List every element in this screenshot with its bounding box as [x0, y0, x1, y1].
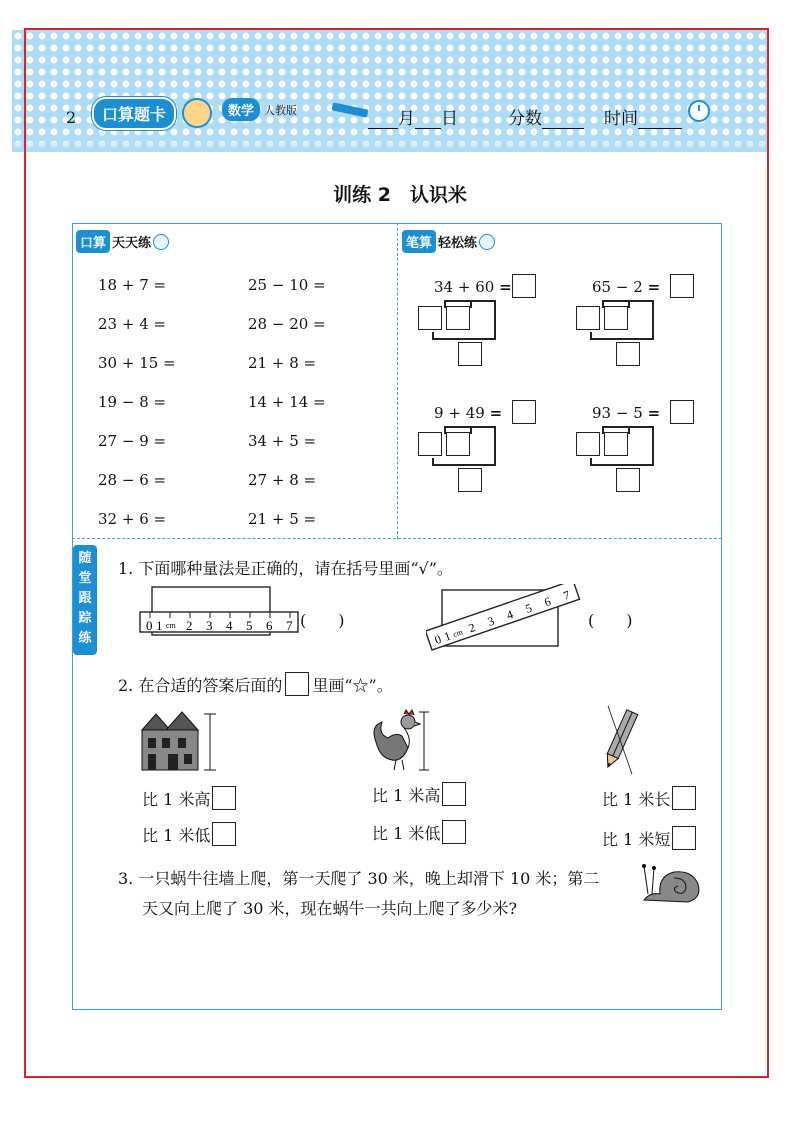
oral-section-tag — [76, 230, 169, 253]
column-divider — [397, 223, 398, 539]
connector-line — [652, 426, 654, 466]
ruler-measure-a — [138, 586, 300, 638]
brand-logo — [92, 98, 212, 128]
oral-equation: 23 + 4 = — [98, 315, 167, 333]
choice-option — [372, 782, 466, 806]
choice-label: 比 1 米长 — [602, 789, 671, 809]
choice-box[interactable] — [672, 786, 696, 810]
snail-icon — [640, 860, 706, 908]
ruler-label: 5 — [523, 600, 534, 616]
oral-equation: 32 + 6 = — [98, 510, 167, 528]
score-field — [508, 104, 584, 129]
ruler-label: 3 — [206, 618, 213, 633]
oral-equation: 28 − 6 = — [98, 471, 167, 489]
connector-line — [652, 300, 654, 340]
connector-line — [444, 300, 494, 302]
ruler-label: cm — [451, 627, 464, 640]
score-blank[interactable] — [542, 110, 584, 129]
smile-icon — [479, 234, 495, 250]
kid-mascot-icon — [182, 98, 212, 128]
split-box[interactable] — [576, 306, 600, 330]
question-1: 1. 下面哪种量法是正确的，请在括号里画“√”。 — [118, 559, 453, 578]
oral-equation: 34 + 5 = — [248, 432, 317, 450]
pencil-picture-icon — [598, 704, 644, 776]
written-expression: 9 + 49 = — [434, 404, 503, 422]
choice-label: 比 1 米低 — [142, 825, 211, 845]
oral-equation: 18 + 7 = — [98, 276, 167, 294]
ruler-label: 0 — [146, 618, 153, 633]
ruler-label: 1 — [156, 618, 163, 633]
clock-icon — [688, 100, 710, 122]
ruler-label: cm — [166, 621, 176, 630]
ruler-label: 4 — [226, 618, 233, 633]
connector-line — [432, 464, 494, 466]
oral-equation: 27 − 9 = — [98, 432, 167, 450]
edition-label: 人教版 — [264, 103, 298, 117]
ruler-label: 0 — [432, 631, 444, 648]
split-box[interactable] — [446, 432, 470, 456]
smile-icon — [153, 234, 169, 250]
result-box[interactable] — [458, 342, 482, 366]
choice-label: 比 1 米高 — [142, 789, 211, 809]
choice-box[interactable] — [672, 826, 696, 850]
choice-option — [142, 786, 236, 810]
score-label: 分数 — [508, 109, 542, 129]
brand-text: 口算题卡 — [92, 97, 176, 130]
result-box[interactable] — [616, 342, 640, 366]
page-title: 训练 2 认识米 — [333, 184, 467, 206]
time-field — [604, 104, 682, 129]
practice-section-tag: 随 堂 跟 踪 练 — [73, 545, 97, 655]
month-label: 月 — [398, 109, 415, 129]
question-3-line1: 3. 一只蜗牛往墙上爬，第一天爬了 30 米，晚上却滑下 10 米；第二 — [118, 869, 600, 888]
split-box[interactable] — [604, 306, 628, 330]
connector-line — [444, 426, 494, 428]
oral-tag-chip: 口算 — [76, 230, 110, 253]
ruler-label: 6 — [266, 618, 273, 633]
question-2 — [118, 672, 393, 696]
choice-option — [372, 820, 466, 844]
choice-option — [602, 826, 696, 850]
answer-paren-b[interactable]: ( ) — [588, 611, 633, 630]
ruler-label: 2 — [186, 618, 193, 633]
split-box[interactable] — [418, 432, 442, 456]
oral-equation: 21 + 8 = — [248, 354, 317, 372]
connector-line — [494, 300, 496, 340]
connector-line — [494, 426, 496, 466]
subject-tag: 数学 — [222, 98, 260, 121]
time-blank[interactable] — [638, 110, 682, 129]
ruler-label: 7 — [561, 587, 572, 603]
answer-box[interactable] — [670, 400, 694, 424]
written-expression: 93 − 5 = — [592, 404, 661, 422]
split-box[interactable] — [604, 432, 628, 456]
ruler-label: 7 — [286, 618, 293, 633]
ruler-label: 5 — [246, 618, 253, 633]
choice-box[interactable] — [442, 782, 466, 806]
question-2-text: 2. 在合适的答案后面的 — [118, 675, 283, 695]
split-box[interactable] — [446, 306, 470, 330]
oral-equation: 30 + 15 = — [98, 354, 176, 372]
ruler-label: 4 — [504, 607, 515, 623]
oral-equation: 14 + 14 = — [248, 393, 326, 411]
answer-paren-a[interactable]: ( ) — [300, 611, 345, 630]
connector-line — [628, 300, 630, 308]
day-label: 日 — [441, 109, 458, 129]
written-tag-chip: 笔算 — [402, 230, 436, 253]
choice-box[interactable] — [212, 786, 236, 810]
oral-equation: 27 + 8 = — [248, 471, 317, 489]
split-box[interactable] — [576, 432, 600, 456]
ruler-label: 1 — [442, 628, 453, 644]
oral-tag-rest: 天天练 — [112, 236, 152, 251]
row-divider — [72, 538, 722, 539]
page-number: 2 — [66, 108, 77, 127]
ruler-measure-b — [426, 584, 586, 664]
month-blank[interactable] — [368, 110, 398, 129]
connector-line — [590, 464, 652, 466]
choice-option — [142, 822, 236, 846]
answer-box[interactable] — [670, 274, 694, 298]
connector-line — [590, 338, 652, 340]
result-box[interactable] — [458, 468, 482, 492]
oral-equation: 28 − 20 = — [248, 315, 326, 333]
split-box[interactable] — [418, 306, 442, 330]
written-expression: 65 − 2 = — [592, 278, 661, 296]
example-box — [285, 672, 309, 696]
connector-line — [432, 338, 494, 340]
written-section-tag — [402, 230, 495, 253]
choice-box[interactable] — [442, 820, 466, 844]
oral-equation: 25 − 10 = — [248, 276, 326, 294]
written-expression: 34 + 60 = — [434, 278, 512, 296]
ruler-label: 2 — [466, 620, 478, 636]
choice-option — [602, 786, 696, 810]
question-3-line2: 天又向上爬了 30 米，现在蜗牛一共向上爬了多少米? — [142, 899, 518, 918]
time-label: 时间 — [604, 109, 638, 129]
choice-label: 比 1 米短 — [602, 829, 671, 849]
choice-label: 比 1 米高 — [372, 785, 441, 805]
house-icon — [138, 710, 220, 772]
question-2-tail: 里画“☆”。 — [312, 675, 393, 695]
answer-box[interactable] — [512, 274, 536, 298]
subject-label — [222, 98, 297, 121]
written-tag-rest: 轻松练 — [438, 236, 478, 251]
ruler-label: 3 — [485, 613, 496, 629]
result-box[interactable] — [616, 468, 640, 492]
choice-box[interactable] — [212, 822, 236, 846]
connector-line — [470, 300, 472, 308]
rooster-icon — [368, 708, 432, 772]
choice-label: 比 1 米低 — [372, 823, 441, 843]
oral-equation: 21 + 5 = — [248, 510, 317, 528]
ruler-label: 6 — [542, 594, 553, 610]
connector-line — [602, 300, 652, 302]
connector-line — [602, 426, 652, 428]
connector-line — [470, 426, 472, 434]
date-field — [368, 104, 458, 129]
oral-equation: 19 − 8 = — [98, 393, 167, 411]
day-blank[interactable] — [415, 110, 441, 129]
connector-line — [628, 426, 630, 434]
answer-box[interactable] — [512, 400, 536, 424]
